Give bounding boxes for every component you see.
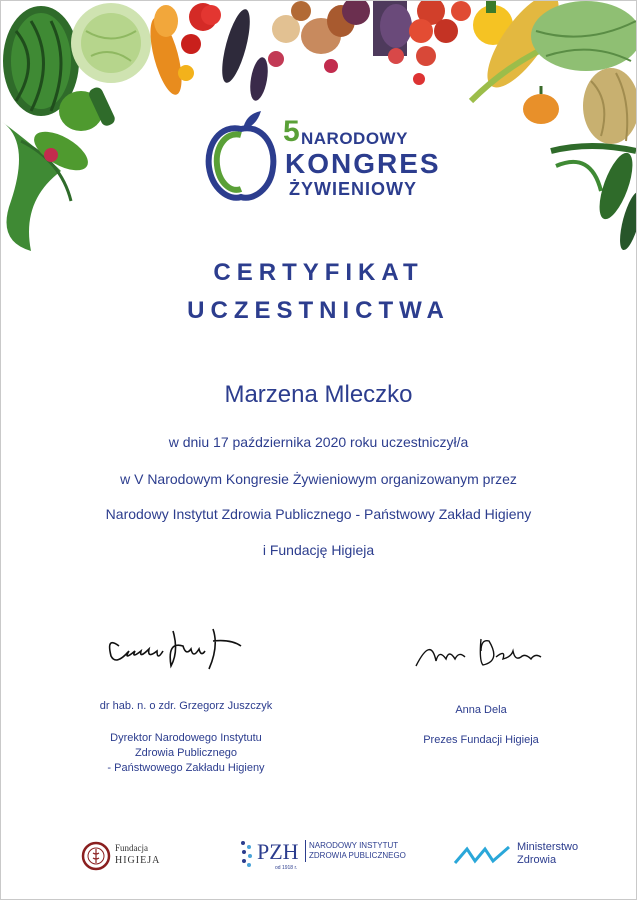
certificate-title-line2: UCZESTNICTWA <box>187 297 450 324</box>
higieja-label: HIGIEJA <box>115 855 161 866</box>
apple-icon <box>201 109 281 209</box>
signatory-right-name: Anna Dela <box>455 704 507 716</box>
body-line-2: w V Narodowym Kongresie Żywieniowym organizowanym przez <box>120 471 517 487</box>
mz-line-2: Zdrowia <box>517 854 557 866</box>
logo-number: 5 <box>283 115 300 148</box>
pzh-since: od 1918 r. <box>275 865 298 871</box>
certificate-title-line1: CERTYFIKAT <box>213 259 424 286</box>
body-line-1: w dniu 17 października 2020 roku uczestniczył/a <box>168 434 469 450</box>
pzh-line-1: NARODOWY INSTYTUT <box>309 841 399 850</box>
fundacja-emblem-icon <box>81 841 111 871</box>
participant-name: Marzena Mleczko <box>224 381 413 408</box>
ministerstwo-zdrowia-logo <box>453 839 593 871</box>
signatory-right-role: Prezes Fundacji Higieja <box>423 734 539 746</box>
pzh-line-2: ZDROWIA PUBLICZNEGO <box>309 851 406 860</box>
fundacja-higieja-logo <box>81 839 201 873</box>
fundacja-label: Fundacja <box>115 843 148 853</box>
signatory-left-name: dr hab. n. o zdr. Grzegorz Juszczyk <box>99 700 273 712</box>
logo-line-kongres: KONGRES <box>285 148 441 179</box>
mz-wave-icon <box>453 843 513 867</box>
pzh-divider <box>305 840 306 862</box>
body-line-4: i Fundację Higieja <box>262 542 375 558</box>
signatory-left-role-3: - Państwowego Zakładu Higieny <box>107 762 265 774</box>
body-line-3: Narodowy Instytut Zdrowia Publicznego - Państwowy Zakład Higieny <box>105 506 532 522</box>
signatory-left-role-1: Dyrektor Narodowego Instytutu <box>110 732 262 744</box>
dna-icon <box>239 839 257 869</box>
mz-line-1: Ministerstwo <box>517 841 579 853</box>
signature-left-image <box>101 621 251 671</box>
logo-line-narodowy: NARODOWY <box>301 129 408 148</box>
signatory-left-role-2: Zdrowia Publicznego <box>134 747 238 759</box>
congress-logo <box>201 109 441 209</box>
pzh-abbr: PZH <box>257 839 299 864</box>
pzh-logo <box>239 837 409 877</box>
logo-line-zywieniowy: ŻYWIENIOWY <box>289 179 417 199</box>
signature-right-image <box>411 631 551 671</box>
